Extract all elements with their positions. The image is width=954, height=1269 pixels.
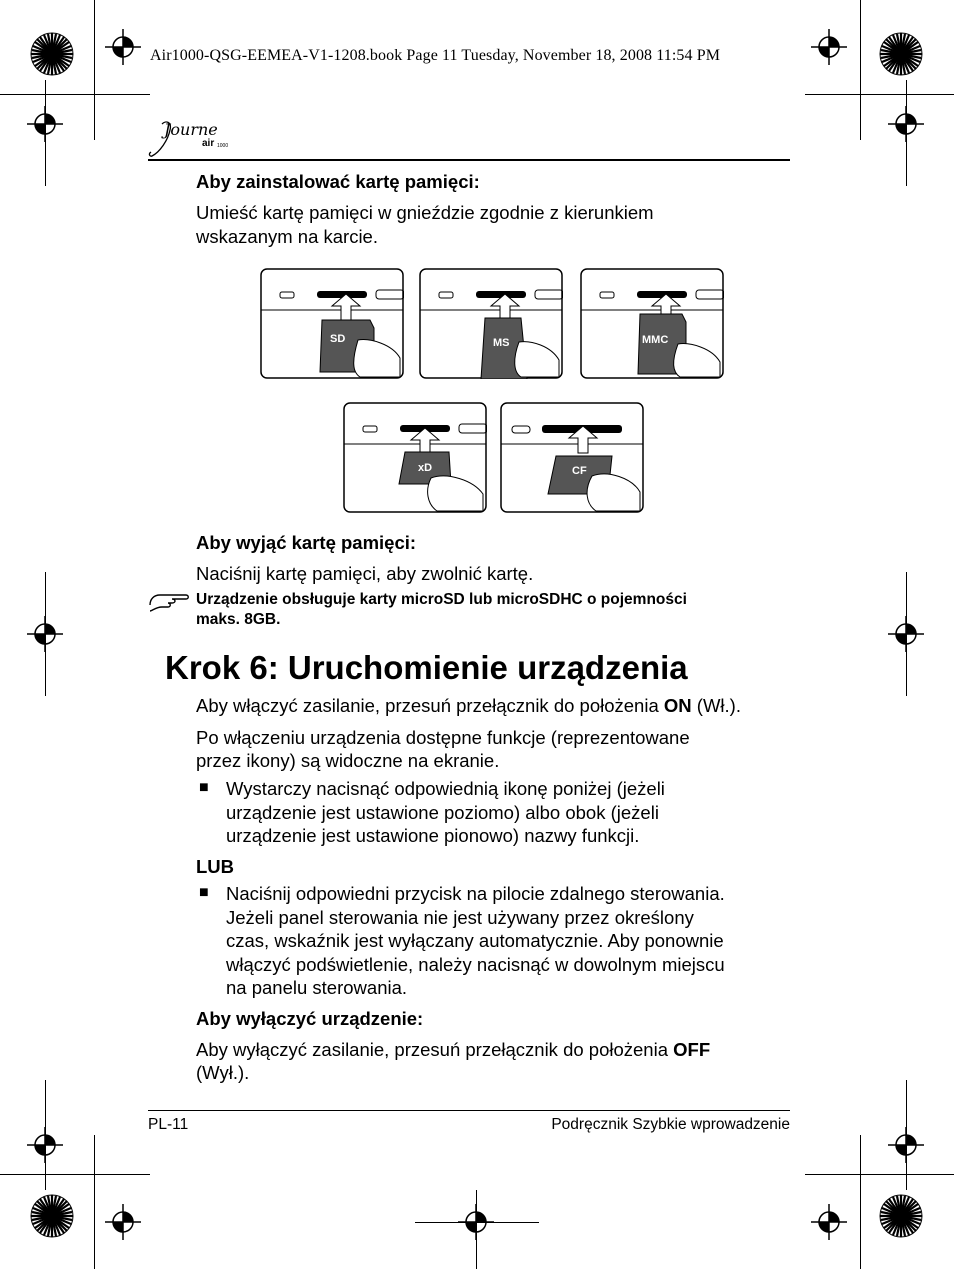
power-off-text: Aby wyłączyć zasilanie, przesuń przełącznik do położenia [196,1039,668,1060]
bullet-square-icon: ■ [199,884,209,901]
power-on-paragraph [196,694,741,717]
b2-line5: na panelu sterowania. [226,977,408,998]
mmc-card-illustration [580,268,724,379]
power-on-text: Aby włączyć zasilanie, przesuń przełącznik do położenia [196,695,659,716]
b2-line1: Naciśnij odpowiedni przycisk na pilocie zdalnego sterowania. [226,883,725,904]
note-line1: Urządzenie obsługuje karty microSD lub microSDHC o pojemności [196,591,687,608]
on-label: ON [663,695,692,716]
note-line2: maks. 8GB. [196,611,281,628]
remove-text: Naciśnij kartę pamięci, aby zwolnić kartę. [196,563,534,584]
cf-card-illustration [500,402,644,513]
power-off-paragraph [196,1038,710,1061]
section-title: Krok 6: Uruchomienie urządzenia [165,649,688,686]
install-heading: Aby zainstalować kartę pamięci: [196,171,480,192]
card-label: SD [330,333,346,345]
xd-card-illustration [343,402,487,513]
b2-line2: Jeżeli panel sterowania nie jest używany przez określony [226,907,694,928]
bullet-square-icon: ■ [199,779,209,796]
cf-slot-icon [500,402,644,513]
b2-line4: włączyć podświetlenie, należy nacisnąć w dowolnym miejscu [226,954,725,975]
header-rule [148,159,790,161]
install-line1: Umieść kartę pamięci w gnieździe zgodnie z kierunkiem [196,202,654,223]
power-off-heading: Aby wyłączyć urządzenie: [196,1008,424,1029]
b2-line3: czas, wskaźnik jest wyłączany automatycznie. Aby ponownie [226,930,724,951]
card-label: MMC [642,334,669,346]
power-on-suffix: (Wł.). [696,695,741,716]
b1-line1: Wystarczy nacisnąć odpowiednią ikonę poniżej (jeżeli [226,778,665,799]
logo-air: air [202,138,215,149]
install-line2: wskazanym na karcie. [196,226,378,247]
sd-slot-icon [260,268,404,379]
journee-logo [148,118,238,162]
or-label: LUB [196,856,235,877]
page-number: PL-11 [148,1116,189,1133]
card-label: CF [572,465,587,477]
footer-rule [148,1110,790,1111]
p2-line1: Po włączeniu urządzenia dostępne funkcje (reprezentowane [196,727,690,748]
note-hand-icon [148,589,192,613]
b1-line3: urządzenie jest ustawione pionowo) nazwy funkcji. [226,825,640,846]
remove-heading: Aby wyjąć kartę pamięci: [196,532,417,553]
p2-line2: przez ikony) są widoczne na ekranie. [196,750,500,771]
ms-slot-icon [419,268,563,379]
card-label: xD [418,462,433,474]
logo-model: 1000 [217,143,229,149]
mmc-slot-icon [580,268,724,379]
off-label: OFF [673,1039,711,1060]
logo-script: Journe [164,120,218,139]
b1-line2: urządzenie jest ustawione poziomo) albo obok (jeżeli [226,802,659,823]
footer-title: Podręcznik Szybkie wprowadzenie [551,1116,790,1133]
ms-card-illustration [419,268,563,379]
sd-card-illustration [260,268,404,379]
power-off-suffix: (Wył.). [196,1062,250,1083]
xd-slot-icon [343,402,487,513]
card-label: MS [493,337,510,349]
print-header: Air1000-QSG-EEMEA-V1-1208.book Page 11 Tuesday, November 18, 2008 11:54 PM [150,47,721,64]
